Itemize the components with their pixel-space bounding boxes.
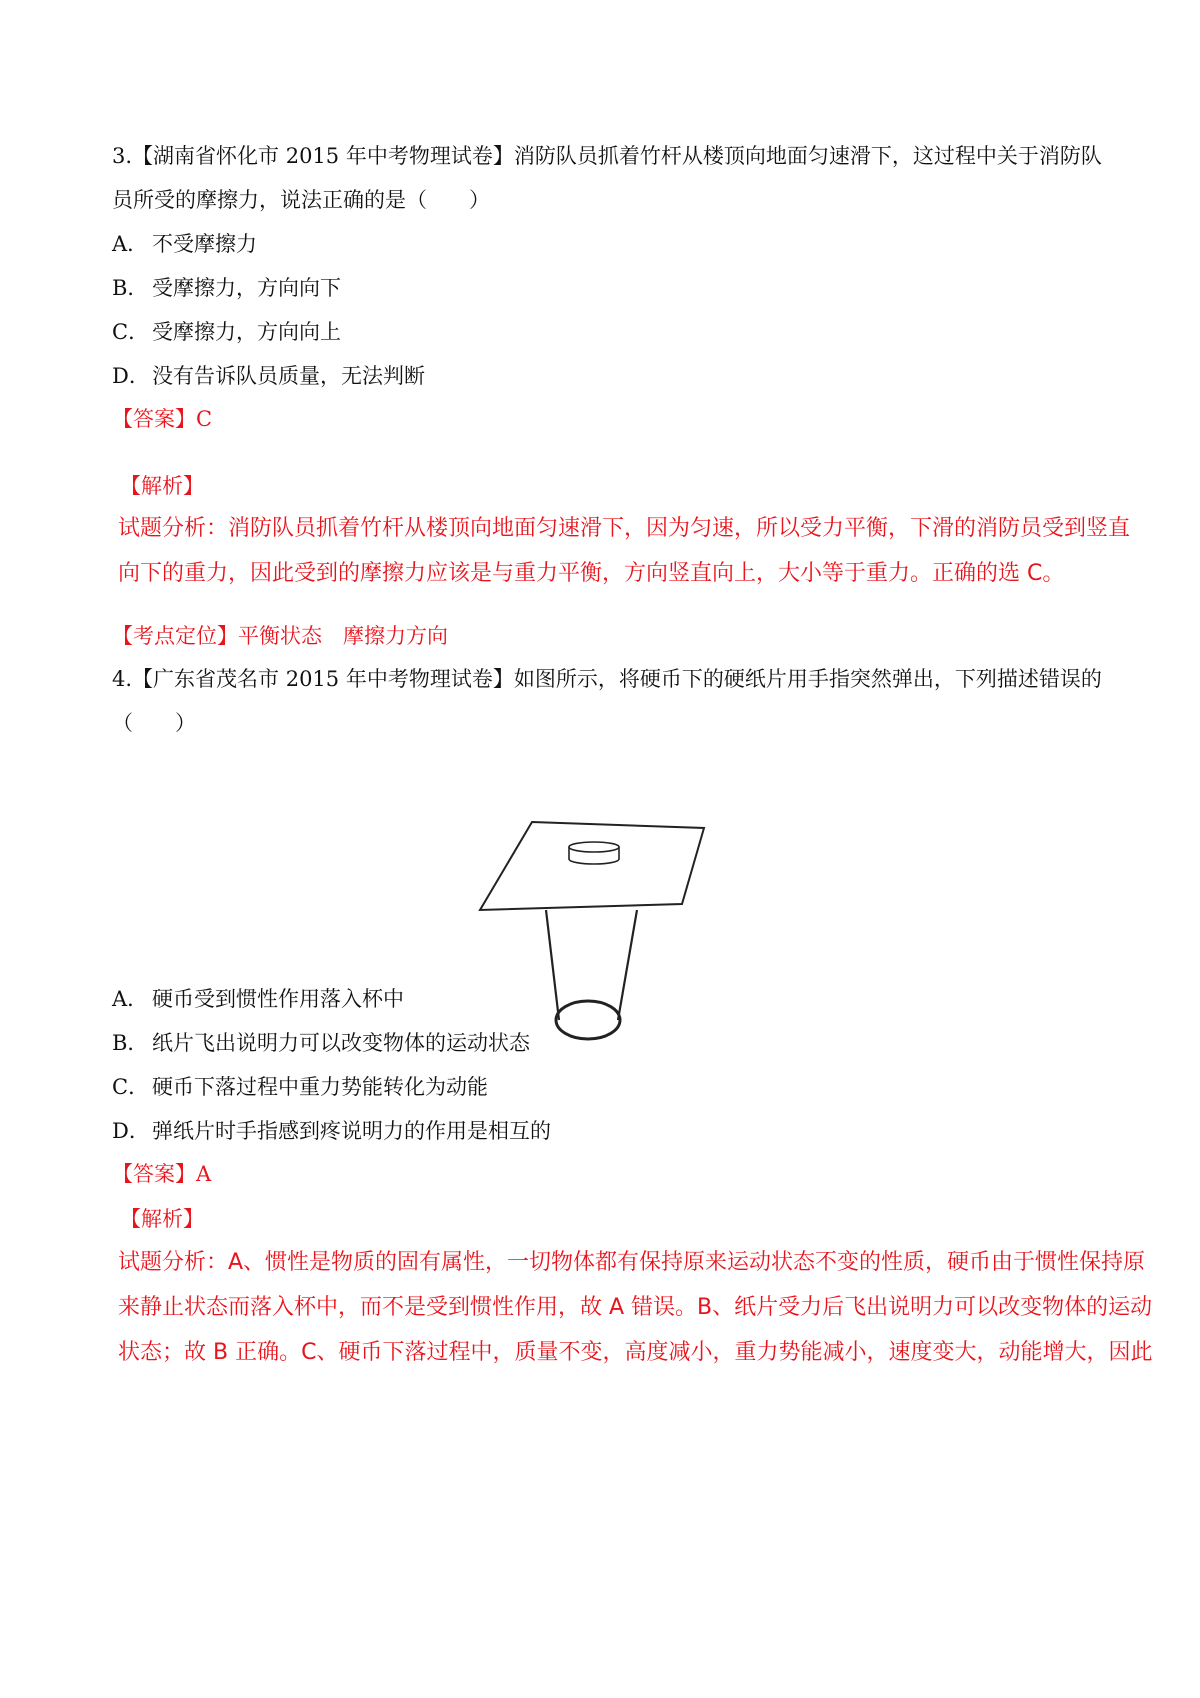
q4-option-c bbox=[112, 1073, 488, 1101]
q4-answer: 【答案】A bbox=[112, 1162, 212, 1186]
cup-mouth bbox=[556, 1001, 620, 1039]
q4-option-b bbox=[112, 1029, 530, 1057]
option-text: 弹纸片时手指感到疼说明力的作用是相互的 bbox=[152, 1119, 551, 1143]
option-text: 硬币受到惯性作用落入杯中 bbox=[152, 987, 404, 1011]
cup-left-side bbox=[546, 910, 559, 1020]
q3-option-b bbox=[112, 274, 341, 302]
option-letter: C． bbox=[112, 320, 150, 344]
option-letter: A． bbox=[112, 987, 149, 1011]
q3-option-d bbox=[112, 362, 425, 390]
q3-option-a bbox=[112, 230, 257, 258]
q4-analysis-line-3: 状态；故 B 正确。C、硬币下落过程中，质量不变，高度减小，重力势能减小，速度变大，动能增大，因此 bbox=[118, 1340, 1153, 1365]
q4-stem-line-1: 4.【广东省茂名市 2015 年中考物理试卷】如图所示，将硬币下的硬纸片用手指突然弹出，下列描述错误的 bbox=[112, 667, 1102, 691]
q3-answer: 【答案】C bbox=[112, 407, 213, 431]
coin bbox=[569, 842, 619, 864]
q4-stem-line-2: （ ） bbox=[112, 711, 196, 735]
q4-analysis-title: 【解析】 bbox=[120, 1207, 204, 1231]
q4-option-d bbox=[112, 1117, 551, 1145]
q4-option-a bbox=[112, 985, 404, 1013]
option-letter: B． bbox=[112, 1031, 149, 1055]
q3-analysis-line-1: 试题分析：消防队员抓着竹杆从楼顶向地面匀速滑下，因为匀速，所以受力平衡，下滑的消防员受到竖直 bbox=[118, 516, 1131, 541]
option-text: 不受摩擦力 bbox=[152, 232, 257, 256]
option-letter: A． bbox=[112, 232, 149, 256]
option-text: 没有告诉队员质量，无法判断 bbox=[152, 364, 425, 388]
option-letter: D． bbox=[112, 1119, 150, 1143]
q3-analysis-title: 【解析】 bbox=[120, 474, 204, 498]
q3-kaodian: 【考点定位】平衡状态 摩擦力方向 bbox=[112, 624, 448, 648]
option-text: 受摩擦力，方向向上 bbox=[152, 320, 341, 344]
cup-right-side bbox=[618, 910, 637, 1020]
q3-option-c bbox=[112, 318, 341, 346]
q3-stem-line-1: 3.【湖南省怀化市 2015 年中考物理试卷】消防队员抓着竹杆从楼顶向地面匀速滑下，这过程中关于消防队 bbox=[112, 144, 1102, 168]
option-letter: C． bbox=[112, 1075, 150, 1099]
q4-analysis-line-2: 来静止状态而落入杯中，而不是受到惯性作用，故 A 错误。B、纸片受力后飞出说明力可以改变物体的运动 bbox=[118, 1295, 1153, 1320]
q4-analysis-line-1: 试题分析：A、惯性是物质的固有属性，一切物体都有保持原来运动状态不变的性质，硬币由于惯性保持原 bbox=[118, 1250, 1146, 1275]
option-text: 受摩擦力，方向向下 bbox=[152, 276, 341, 300]
option-letter: D． bbox=[112, 364, 150, 388]
option-letter: B． bbox=[112, 276, 149, 300]
q3-stem-line-2: 员所受的摩擦力，说法正确的是（ ） bbox=[112, 188, 490, 212]
paper-card bbox=[480, 822, 704, 910]
q3-analysis-line-2: 向下的重力，因此受到的摩擦力应该是与重力平衡，方向竖直向上，大小等于重力。正确的选 C。 bbox=[118, 561, 1065, 586]
option-text: 纸片飞出说明力可以改变物体的运动状态 bbox=[152, 1031, 530, 1055]
option-text: 硬币下落过程中重力势能转化为动能 bbox=[152, 1075, 488, 1099]
